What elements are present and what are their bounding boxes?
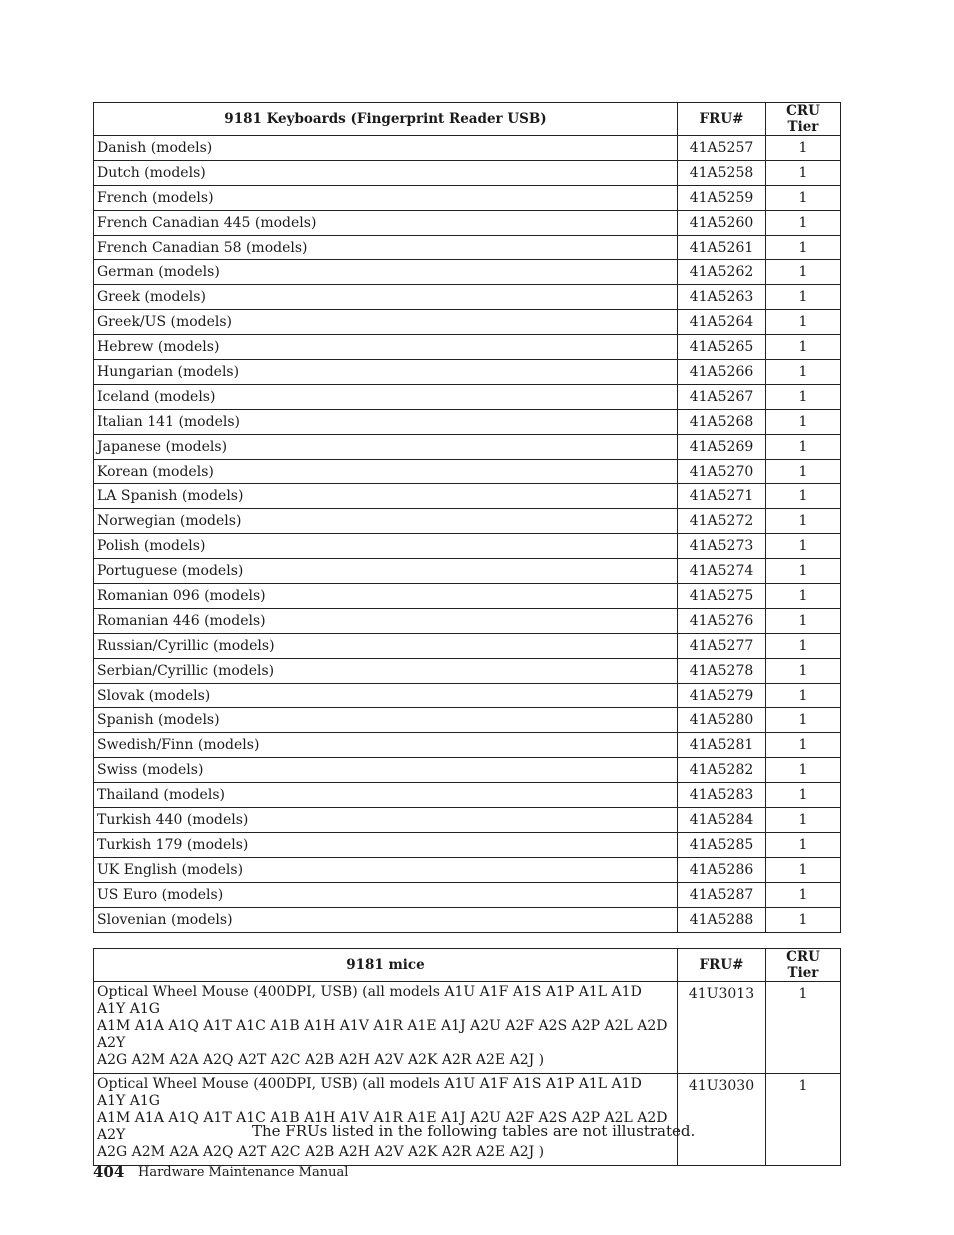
row-cru-tier: 1 bbox=[766, 708, 841, 733]
row-cru-tier: 1 bbox=[766, 1074, 841, 1166]
row-fru-number: 41A5271 bbox=[678, 484, 766, 509]
row-cru-tier: 1 bbox=[766, 335, 841, 360]
row-fru-number: 41A5265 bbox=[678, 335, 766, 360]
table-row bbox=[94, 160, 841, 185]
row-description: LA Spanish (models) bbox=[94, 484, 678, 509]
row-description: Turkish 179 (models) bbox=[94, 832, 678, 857]
table-row bbox=[94, 633, 841, 658]
description-line: A1M A1A A1Q A1T A1C A1B A1H A1V A1R A1E A1J A2U A2F A2S A2P A2L A2D A2Y bbox=[97, 1018, 668, 1051]
table-row bbox=[94, 384, 841, 409]
row-cru-tier: 1 bbox=[766, 484, 841, 509]
table-header-row bbox=[94, 103, 841, 136]
row-cru-tier: 1 bbox=[766, 136, 841, 161]
header-cru-tier: CRU Tier bbox=[766, 103, 841, 136]
row-cru-tier: 1 bbox=[766, 235, 841, 260]
row-fru-number: 41A5286 bbox=[678, 857, 766, 882]
row-description: Romanian 096 (models) bbox=[94, 584, 678, 609]
row-description: German (models) bbox=[94, 260, 678, 285]
row-fru-number: 41A5283 bbox=[678, 783, 766, 808]
table-row bbox=[94, 733, 841, 758]
table-row bbox=[94, 409, 841, 434]
row-fru-number: 41A5284 bbox=[678, 808, 766, 833]
table-row bbox=[94, 285, 841, 310]
row-fru-number: 41A5268 bbox=[678, 409, 766, 434]
row-description: Slovak (models) bbox=[94, 683, 678, 708]
row-description: Slovenian (models) bbox=[94, 907, 678, 932]
header-fru: FRU# bbox=[678, 949, 766, 982]
table-row bbox=[94, 459, 841, 484]
row-fru-number: 41A5263 bbox=[678, 285, 766, 310]
row-fru-number: 41A5270 bbox=[678, 459, 766, 484]
row-cru-tier: 1 bbox=[766, 360, 841, 385]
row-fru-number: 41A5264 bbox=[678, 310, 766, 335]
table-row bbox=[94, 882, 841, 907]
table-row bbox=[94, 608, 841, 633]
row-fru-number: 41A5266 bbox=[678, 360, 766, 385]
row-fru-number: 41A5288 bbox=[678, 907, 766, 932]
row-description: Hebrew (models) bbox=[94, 335, 678, 360]
row-description: Norwegian (models) bbox=[94, 509, 678, 534]
row-cru-tier: 1 bbox=[766, 907, 841, 932]
table-row bbox=[94, 235, 841, 260]
row-cru-tier: 1 bbox=[766, 434, 841, 459]
row-cru-tier: 1 bbox=[766, 260, 841, 285]
row-cru-tier: 1 bbox=[766, 185, 841, 210]
row-fru-number: 41A5259 bbox=[678, 185, 766, 210]
table-row bbox=[94, 584, 841, 609]
row-description: US Euro (models) bbox=[94, 882, 678, 907]
keyboards-fru-table bbox=[93, 102, 841, 933]
row-description bbox=[94, 982, 678, 1074]
row-fru-number: 41U3013 bbox=[678, 982, 766, 1074]
table-row bbox=[94, 260, 841, 285]
row-fru-number: 41A5272 bbox=[678, 509, 766, 534]
row-cru-tier: 1 bbox=[766, 559, 841, 584]
row-cru-tier: 1 bbox=[766, 584, 841, 609]
header-cru-tier: CRU Tier bbox=[766, 949, 841, 982]
row-description: Japanese (models) bbox=[94, 434, 678, 459]
row-description: French (models) bbox=[94, 185, 678, 210]
row-description: UK English (models) bbox=[94, 857, 678, 882]
row-description: Swedish/Finn (models) bbox=[94, 733, 678, 758]
row-fru-number: 41A5257 bbox=[678, 136, 766, 161]
description-line: Optical Wheel Mouse (400DPI, USB) (all models A1U A1F A1S A1P A1L A1D A1Y A1G bbox=[97, 984, 642, 1017]
row-fru-number: 41A5285 bbox=[678, 832, 766, 857]
row-description: French Canadian 58 (models) bbox=[94, 235, 678, 260]
row-cru-tier: 1 bbox=[766, 210, 841, 235]
row-description: Greek/US (models) bbox=[94, 310, 678, 335]
row-description: Thailand (models) bbox=[94, 783, 678, 808]
row-description: Iceland (models) bbox=[94, 384, 678, 409]
header-description: 9181 mice bbox=[94, 949, 678, 982]
row-cru-tier: 1 bbox=[766, 160, 841, 185]
row-cru-tier: 1 bbox=[766, 459, 841, 484]
table-row bbox=[94, 857, 841, 882]
table-row bbox=[94, 683, 841, 708]
row-cru-tier: 1 bbox=[766, 509, 841, 534]
row-description: Italian 141 (models) bbox=[94, 409, 678, 434]
row-fru-number: 41A5277 bbox=[678, 633, 766, 658]
row-cru-tier: 1 bbox=[766, 285, 841, 310]
row-description: Polish (models) bbox=[94, 534, 678, 559]
row-description: Dutch (models) bbox=[94, 160, 678, 185]
footer-title: Hardware Maintenance Manual bbox=[138, 1165, 349, 1180]
row-cru-tier: 1 bbox=[766, 534, 841, 559]
row-description: Danish (models) bbox=[94, 136, 678, 161]
table-row bbox=[94, 832, 841, 857]
row-cru-tier: 1 bbox=[766, 683, 841, 708]
row-cru-tier: 1 bbox=[766, 608, 841, 633]
description-line: A2G A2M A2A A2Q A2T A2C A2B A2H A2V A2K A2R A2E A2J ) bbox=[97, 1144, 545, 1160]
row-description: Spanish (models) bbox=[94, 708, 678, 733]
row-cru-tier: 1 bbox=[766, 783, 841, 808]
row-cru-tier: 1 bbox=[766, 758, 841, 783]
row-cru-tier: 1 bbox=[766, 832, 841, 857]
row-cru-tier: 1 bbox=[766, 384, 841, 409]
row-cru-tier: 1 bbox=[766, 658, 841, 683]
row-fru-number: 41A5281 bbox=[678, 733, 766, 758]
row-fru-number: 41U3030 bbox=[678, 1074, 766, 1166]
row-fru-number: 41A5282 bbox=[678, 758, 766, 783]
description-line: A1M A1A A1Q A1T A1C A1B A1H A1V A1R A1E A1J A2U A2F A2S A2P A2L A2D A2Y bbox=[97, 1110, 668, 1143]
row-fru-number: 41A5276 bbox=[678, 608, 766, 633]
table-row bbox=[94, 808, 841, 833]
row-fru-number: 41A5267 bbox=[678, 384, 766, 409]
row-description: Turkish 440 (models) bbox=[94, 808, 678, 833]
table-row bbox=[94, 758, 841, 783]
table-row bbox=[94, 434, 841, 459]
row-description: Serbian/Cyrillic (models) bbox=[94, 658, 678, 683]
row-description: Korean (models) bbox=[94, 459, 678, 484]
row-cru-tier: 1 bbox=[766, 982, 841, 1074]
table-header-row bbox=[94, 949, 841, 982]
row-cru-tier: 1 bbox=[766, 409, 841, 434]
row-cru-tier: 1 bbox=[766, 310, 841, 335]
row-description bbox=[94, 1074, 678, 1166]
row-description: Portuguese (models) bbox=[94, 559, 678, 584]
row-cru-tier: 1 bbox=[766, 857, 841, 882]
row-cru-tier: 1 bbox=[766, 882, 841, 907]
row-cru-tier: 1 bbox=[766, 808, 841, 833]
table-row bbox=[94, 484, 841, 509]
header-fru: FRU# bbox=[678, 103, 766, 136]
row-description: French Canadian 445 (models) bbox=[94, 210, 678, 235]
row-fru-number: 41A5258 bbox=[678, 160, 766, 185]
row-fru-number: 41A5261 bbox=[678, 235, 766, 260]
row-description: Romanian 446 (models) bbox=[94, 608, 678, 633]
description-line: Optical Wheel Mouse (400DPI, USB) (all models A1U A1F A1S A1P A1L A1D A1Y A1G bbox=[97, 1076, 642, 1109]
table-row bbox=[94, 1074, 841, 1166]
description-line: A2G A2M A2A A2Q A2T A2C A2B A2H A2V A2K A2R A2E A2J ) bbox=[97, 1052, 545, 1068]
row-cru-tier: 1 bbox=[766, 633, 841, 658]
row-description: Hungarian (models) bbox=[94, 360, 678, 385]
page-number: 404 bbox=[93, 1163, 125, 1181]
row-fru-number: 41A5274 bbox=[678, 559, 766, 584]
row-fru-number: 41A5262 bbox=[678, 260, 766, 285]
table-row bbox=[94, 559, 841, 584]
row-description: Swiss (models) bbox=[94, 758, 678, 783]
row-cru-tier: 1 bbox=[766, 733, 841, 758]
table-row bbox=[94, 708, 841, 733]
fru-note: The FRUs listed in the following tables are not illustrated. bbox=[252, 1122, 696, 1140]
table-row bbox=[94, 335, 841, 360]
table-row bbox=[94, 509, 841, 534]
row-fru-number: 41A5260 bbox=[678, 210, 766, 235]
row-fru-number: 41A5280 bbox=[678, 708, 766, 733]
row-fru-number: 41A5269 bbox=[678, 434, 766, 459]
table-row bbox=[94, 907, 841, 932]
table-row bbox=[94, 310, 841, 335]
table-row bbox=[94, 783, 841, 808]
row-fru-number: 41A5278 bbox=[678, 658, 766, 683]
row-description: Russian/Cyrillic (models) bbox=[94, 633, 678, 658]
table-row bbox=[94, 658, 841, 683]
header-description: 9181 Keyboards (Fingerprint Reader USB) bbox=[94, 103, 678, 136]
table-row bbox=[94, 210, 841, 235]
table-row bbox=[94, 534, 841, 559]
row-fru-number: 41A5279 bbox=[678, 683, 766, 708]
table-row bbox=[94, 982, 841, 1074]
row-description: Greek (models) bbox=[94, 285, 678, 310]
table-row bbox=[94, 185, 841, 210]
row-fru-number: 41A5287 bbox=[678, 882, 766, 907]
row-fru-number: 41A5275 bbox=[678, 584, 766, 609]
row-fru-number: 41A5273 bbox=[678, 534, 766, 559]
table-row bbox=[94, 136, 841, 161]
table-row bbox=[94, 360, 841, 385]
